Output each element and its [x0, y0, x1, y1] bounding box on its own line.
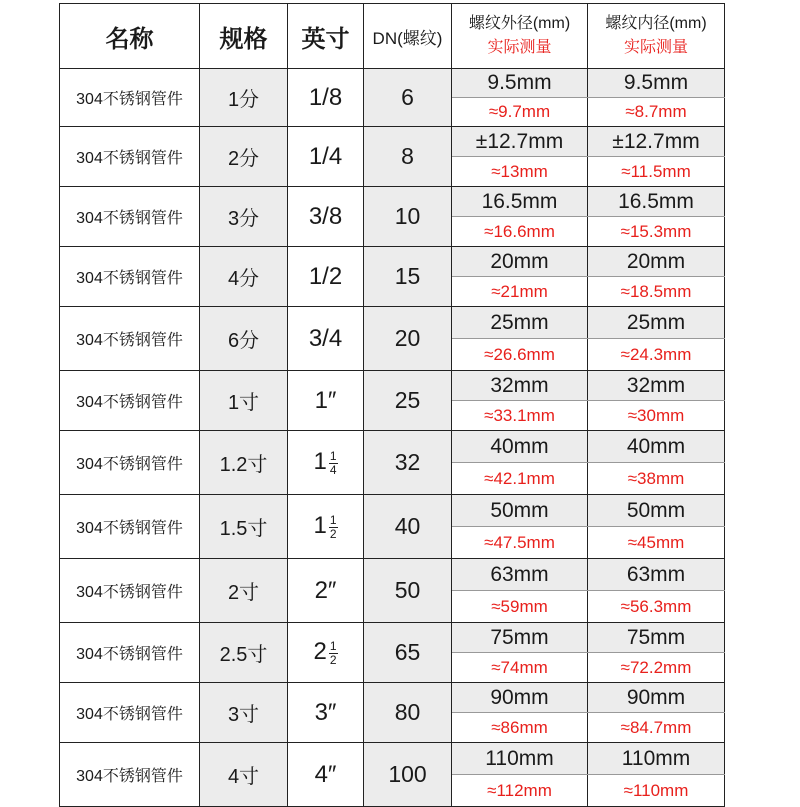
row-inner-diameter-measured: ≈24.3mm [588, 339, 725, 371]
row-inner-diameter-measured: ≈45mm [588, 527, 725, 559]
fraction-numerator: 1 [329, 638, 337, 653]
inch-whole: 1 [313, 448, 327, 476]
row-dn: 8 [364, 127, 452, 187]
row-name: 304不锈钢管件 [60, 431, 200, 495]
row-outer-diameter-measured: ≈47.5mm [452, 527, 588, 559]
row-inch: 3/8 [288, 187, 364, 247]
row-name: 304不锈钢管件 [60, 69, 200, 127]
table-row [60, 371, 725, 401]
row-outer-diameter-measured: ≈13mm [452, 157, 588, 187]
row-spec: 4分 [200, 247, 288, 307]
row-dn: 100 [364, 743, 452, 807]
row-spec: 2寸 [200, 559, 288, 623]
header-inner-diameter [588, 4, 725, 69]
row-outer-diameter-measured: ≈74mm [452, 653, 588, 683]
row-outer-diameter-measured: ≈21mm [452, 277, 588, 307]
row-spec: 1分 [200, 69, 288, 127]
row-dn: 80 [364, 683, 452, 743]
row-spec: 1.5寸 [200, 495, 288, 559]
header-inch: 英寸 [288, 4, 364, 69]
row-dn: 32 [364, 431, 452, 495]
row-inner-diameter: 9.5mm [588, 69, 725, 98]
row-name: 304不锈钢管件 [60, 743, 200, 807]
row-dn: 6 [364, 69, 452, 127]
row-inner-diameter-measured: ≈38mm [588, 463, 725, 495]
row-inch: 3″ [288, 683, 364, 743]
table-row [60, 247, 725, 277]
row-inner-diameter-measured: ≈11.5mm [588, 157, 725, 187]
row-inch: 4″ [288, 743, 364, 807]
row-inner-diameter-measured: ≈18.5mm [588, 277, 725, 307]
row-outer-diameter-measured: ≈26.6mm [452, 339, 588, 371]
row-inner-diameter: 90mm [588, 683, 725, 713]
row-name: 304不锈钢管件 [60, 247, 200, 307]
row-outer-diameter-measured: ≈112mm [452, 775, 588, 807]
row-inner-diameter-measured: ≈110mm [588, 775, 725, 807]
table-row [60, 69, 725, 98]
row-dn: 25 [364, 371, 452, 431]
header-outer-diameter [452, 4, 588, 69]
header-id-measured: 实际测量 [623, 39, 688, 56]
table-row [60, 623, 725, 653]
row-dn: 20 [364, 307, 452, 371]
table-row [60, 127, 725, 157]
row-name: 304不锈钢管件 [60, 559, 200, 623]
row-inner-diameter: 32mm [588, 371, 725, 401]
row-outer-diameter: 32mm [452, 371, 588, 401]
row-inner-diameter-measured: ≈30mm [588, 401, 725, 431]
row-outer-diameter: ±12.7mm [452, 127, 588, 157]
row-outer-diameter: 16.5mm [452, 187, 588, 217]
fraction-numerator: 1 [329, 448, 337, 463]
table-row [60, 307, 725, 339]
row-dn: 40 [364, 495, 452, 559]
row-outer-diameter: 50mm [452, 495, 588, 527]
row-outer-diameter: 25mm [452, 307, 588, 339]
row-outer-diameter-measured: ≈59mm [452, 591, 588, 623]
fraction-denominator: 2 [329, 652, 337, 667]
row-outer-diameter: 9.5mm [452, 69, 588, 98]
table-body [60, 69, 725, 807]
row-outer-diameter-measured: ≈33.1mm [452, 401, 588, 431]
row-inner-diameter: 50mm [588, 495, 725, 527]
table-row [60, 431, 725, 463]
table-row [60, 683, 725, 713]
row-inner-diameter: ±12.7mm [588, 127, 725, 157]
row-name: 304不锈钢管件 [60, 683, 200, 743]
row-outer-diameter: 40mm [452, 431, 588, 463]
row-inner-diameter-measured: ≈72.2mm [588, 653, 725, 683]
table-row [60, 187, 725, 217]
row-name: 304不锈钢管件 [60, 495, 200, 559]
fraction-numerator: 1 [329, 512, 337, 527]
row-outer-diameter: 90mm [452, 683, 588, 713]
row-outer-diameter: 20mm [452, 247, 588, 277]
inch-whole: 2 [313, 638, 327, 666]
row-inner-diameter: 40mm [588, 431, 725, 463]
fraction-denominator: 4 [329, 462, 337, 477]
header-od-measured: 实际测量 [487, 39, 552, 56]
row-inner-diameter-measured: ≈56.3mm [588, 591, 725, 623]
header-name: 名称 [60, 4, 200, 69]
row-inch: 1″ [288, 371, 364, 431]
table-row [60, 559, 725, 591]
row-spec: 1.2寸 [200, 431, 288, 495]
row-inch: 1/4 [288, 127, 364, 187]
header-od-label: 螺纹外径(mm) [468, 15, 571, 32]
row-inch: 1/2 [288, 247, 364, 307]
table-row [60, 495, 725, 527]
row-name: 304不锈钢管件 [60, 623, 200, 683]
pipe-fitting-spec-table [59, 3, 725, 807]
row-inch [288, 495, 364, 559]
row-name: 304不锈钢管件 [60, 187, 200, 247]
row-outer-diameter-measured: ≈9.7mm [452, 98, 588, 127]
inch-fraction [329, 514, 338, 541]
table-row [60, 743, 725, 775]
row-outer-diameter-measured: ≈16.6mm [452, 217, 588, 247]
inch-fraction [329, 640, 338, 667]
row-dn: 65 [364, 623, 452, 683]
header-id-label: 螺纹内径(mm) [605, 15, 707, 32]
row-name: 304不锈钢管件 [60, 307, 200, 371]
row-inch [288, 431, 364, 495]
row-inner-diameter: 16.5mm [588, 187, 725, 217]
row-inner-diameter-measured: ≈84.7mm [588, 713, 725, 743]
row-inch: 1/8 [288, 69, 364, 127]
row-inner-diameter: 75mm [588, 623, 725, 653]
row-spec: 6分 [200, 307, 288, 371]
row-inch: 2″ [288, 559, 364, 623]
inch-whole: 1 [313, 512, 327, 540]
fraction-denominator: 2 [329, 526, 337, 541]
row-outer-diameter: 110mm [452, 743, 588, 775]
row-inner-diameter-measured: ≈15.3mm [588, 217, 725, 247]
row-inner-diameter-measured: ≈8.7mm [588, 98, 725, 127]
row-dn: 15 [364, 247, 452, 307]
row-spec: 2分 [200, 127, 288, 187]
row-spec: 3寸 [200, 683, 288, 743]
row-spec: 4寸 [200, 743, 288, 807]
row-name: 304不锈钢管件 [60, 371, 200, 431]
row-outer-diameter: 63mm [452, 559, 588, 591]
row-spec: 1寸 [200, 371, 288, 431]
row-outer-diameter-measured: ≈86mm [452, 713, 588, 743]
row-outer-diameter: 75mm [452, 623, 588, 653]
row-inch [288, 623, 364, 683]
row-spec: 2.5寸 [200, 623, 288, 683]
row-inner-diameter: 110mm [588, 743, 725, 775]
row-inner-diameter: 25mm [588, 307, 725, 339]
row-inch: 3/4 [288, 307, 364, 371]
row-dn: 50 [364, 559, 452, 623]
row-outer-diameter-measured: ≈42.1mm [452, 463, 588, 495]
table-header-row [60, 4, 725, 69]
header-dn: DN(螺纹) [364, 4, 452, 69]
row-spec: 3分 [200, 187, 288, 247]
row-inner-diameter: 63mm [588, 559, 725, 591]
row-dn: 10 [364, 187, 452, 247]
header-spec: 规格 [200, 4, 288, 69]
row-name: 304不锈钢管件 [60, 127, 200, 187]
inch-fraction [329, 450, 338, 477]
row-inner-diameter: 20mm [588, 247, 725, 277]
